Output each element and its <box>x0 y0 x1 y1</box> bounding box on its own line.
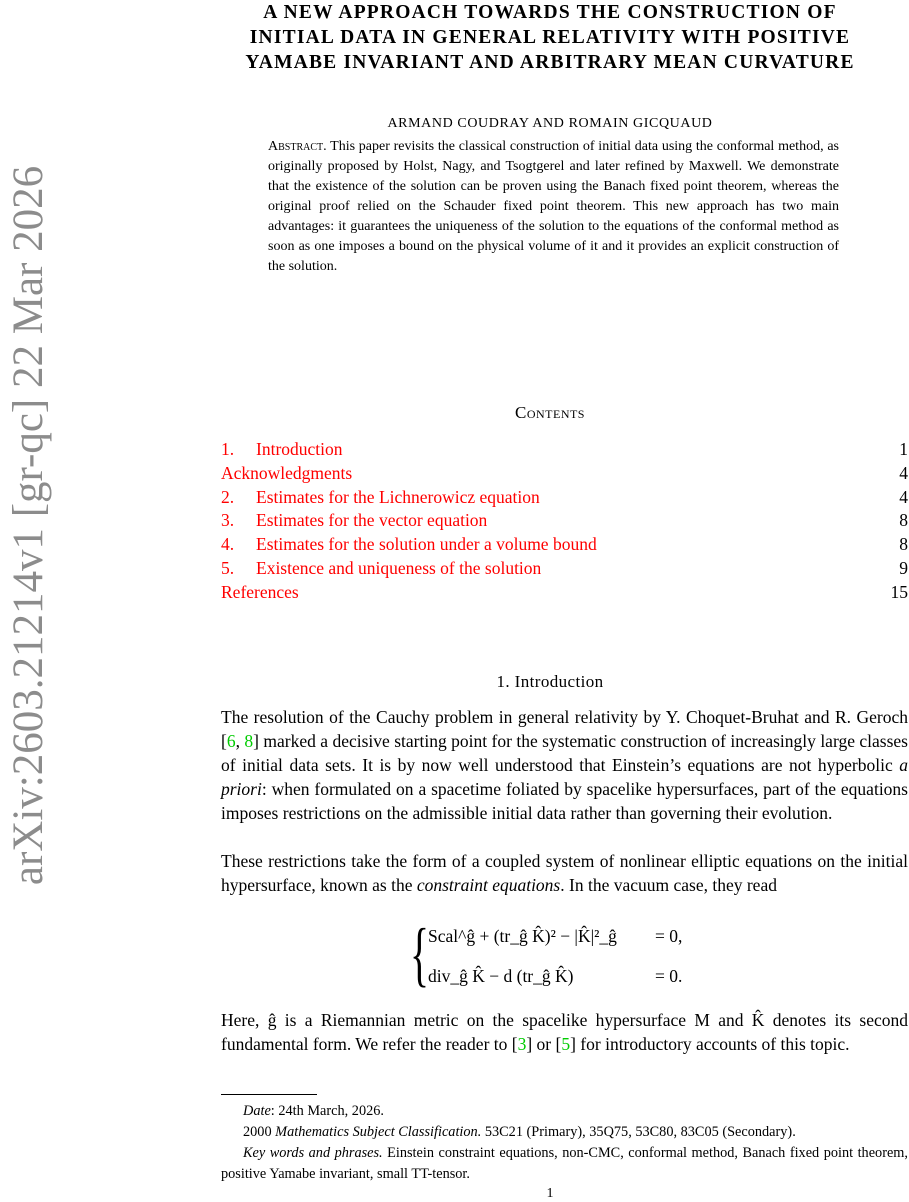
abstract-text: This paper revisits the classical construction of initial data using the conformal method, as originally proposed by Holst, Nagy, and Tsogtgerel and later refined by Maxwell. We demonstrate that the existence of the solution can be proven using the Banach fixed point theorem, whereas the original proof relied on the Schauder fixed point theorem. This new approach has two main advantages: it guarantees the uniqueness of the solution to the equations of the conformal method as soon as one imposes a bound on the physical volume of it and it provides an explicit construction of the solution. <box>268 139 840 274</box>
footnotes <box>221 1101 908 1185</box>
toc-link-introduction[interactable]: 1. Introduction <box>221 439 343 459</box>
citation-link[interactable]: 6 <box>226 730 236 751</box>
footnote-msc: 2000 Mathematics Subject Classification. 53C21 (Primary), 35Q75, 53C80, 83C05 (Secondary). <box>243 1124 796 1140</box>
toc-page: 1 <box>899 439 908 459</box>
toc-page: 9 <box>899 557 908 578</box>
constraint-equations <box>410 914 710 1000</box>
abstract <box>268 137 839 277</box>
abstract-label: Abstract. <box>268 139 327 154</box>
toc-item[interactable] <box>221 462 908 486</box>
toc-item[interactable] <box>221 486 908 510</box>
toc-item[interactable] <box>221 557 908 581</box>
paragraph: The resolution of the Cauchy problem in general relativity by Y. Choquet-Bruhat and R. Geroch [6, 8] marked a decisive starting point for the systematic construction of increasingly large classes of initial data sets. It is by now well understood that Einstein’s equations are not hyperbolic a priori: when formulated on a spacetime foliated by spacelike hypersurfaces, part of the equations imposes restrictions on the admissible initial data rather than governing their evolution. <box>221 707 908 823</box>
paragraph: Here, ĝ is a Riemannian metric on the spacelike hypersurface M and K̂ denotes its second fundamental form. We refer the reader to [3] or [5] for introductory accounts of this topic. <box>221 1010 908 1054</box>
toc-page: 4 <box>899 486 908 507</box>
title-line-3: YAMABE INVARIANT AND ARBITRARY MEAN CURVATURE <box>245 52 855 73</box>
equation-line-1: Scal^ĝ + (tr_ĝ K̂)² − |K̂|²_ĝ <box>428 926 617 946</box>
paper-title <box>200 0 900 75</box>
toc-link-existence-uniqueness[interactable]: 5. Existence and uniqueness of the solution <box>221 557 542 578</box>
toc-page: 15 <box>890 581 908 602</box>
toc-page: 4 <box>899 462 908 483</box>
toc-link-references[interactable]: References <box>221 581 299 602</box>
title-line-1: A NEW APPROACH TOWARDS THE CONSTRUCTION OF <box>263 2 837 23</box>
equation-rhs-1: = 0, <box>655 926 683 946</box>
toc-item[interactable] <box>221 533 908 557</box>
equation-rhs-2: = 0. <box>655 966 683 986</box>
left-brace: { <box>410 914 430 994</box>
toc-link-lichnerowicz[interactable]: 2. Estimates for the Lichnerowicz equation <box>221 486 540 507</box>
arxiv-identifier-stamp <box>2 165 56 885</box>
contents-heading: Contents <box>514 403 585 422</box>
footnote-divider <box>221 1094 317 1095</box>
arxiv-id: arXiv:2603.21214v1 [gr-qc] 22 Mar 2026 <box>5 165 53 885</box>
toc-link-vector-equation[interactable]: 3. Estimates for the vector equation <box>221 510 488 531</box>
section-heading-introduction: 1. Introduction <box>496 672 604 691</box>
paragraph: These restrictions take the form of a coupled system of nonlinear elliptic equations on the initial hypersurface, known as the constraint equations. In the vacuum case, they read <box>221 851 908 895</box>
footnote-keywords: Key words and phrases. Einstein constraint equations, non-CMC, conformal method, Banach fixed point theorem, positive Yamabe invariant, small TT-tensor. <box>221 1145 908 1182</box>
authors: ARMAND COUDRAY AND ROMAIN GICQUAUD <box>387 116 713 131</box>
footnote-date: Date: 24th March, 2026. <box>243 1103 384 1119</box>
page-number: 1 <box>546 1186 554 1201</box>
equation-line-2: div_ĝ K̂ − d (tr_ĝ K̂) <box>428 966 574 986</box>
toc-item[interactable] <box>221 509 908 533</box>
toc-page: 8 <box>899 510 908 531</box>
toc-page: 8 <box>899 534 908 555</box>
table-of-contents <box>221 438 908 605</box>
title-line-2: INITIAL DATA IN GENERAL RELATIVITY WITH POSITIVE <box>249 27 851 48</box>
toc-item[interactable] <box>221 438 908 462</box>
citation-link[interactable]: 8 <box>244 730 254 751</box>
citation-link[interactable]: 3 <box>517 1033 527 1054</box>
toc-link-acknowledgments[interactable]: Acknowledgments <box>221 462 353 483</box>
toc-item[interactable] <box>221 581 908 605</box>
citation-link[interactable]: 5 <box>561 1033 571 1054</box>
toc-link-volume-bound[interactable]: 4. Estimates for the solution under a volume bound <box>221 534 597 555</box>
